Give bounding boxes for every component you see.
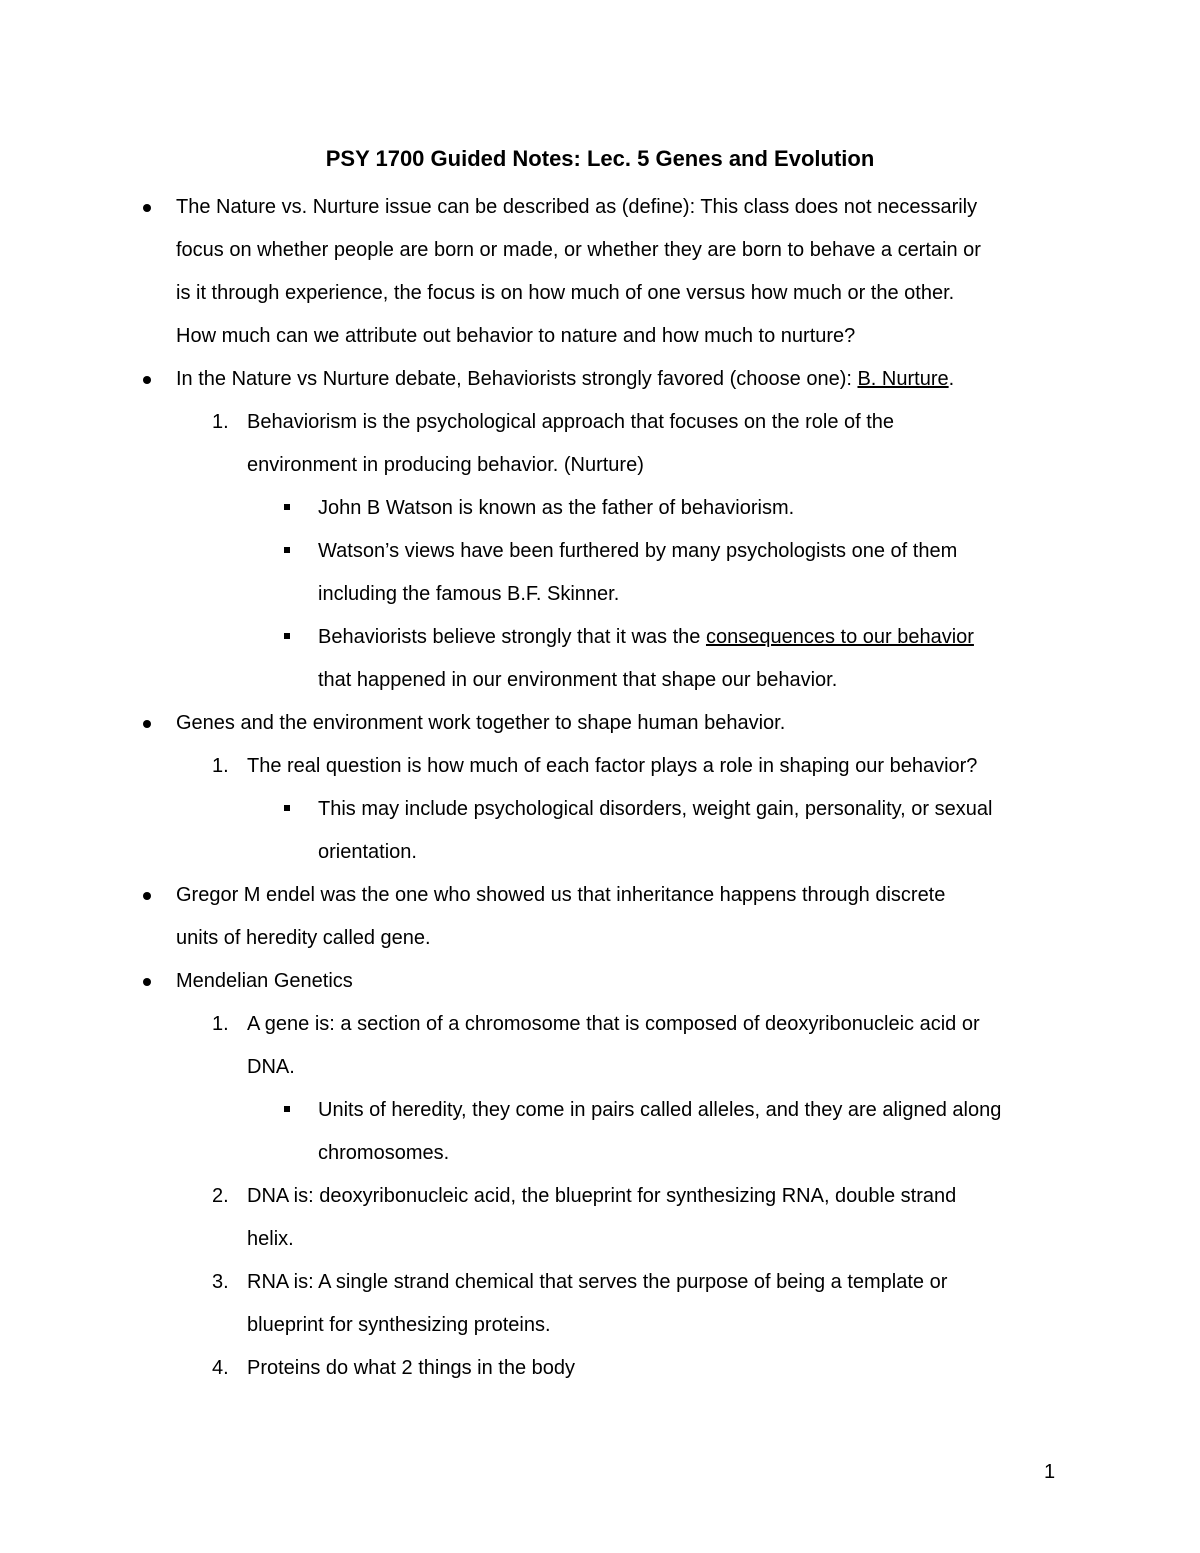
disorders-line-2: orientation. [318, 841, 417, 863]
mendelian-heading: Mendelian Genetics [176, 970, 353, 992]
square-bullet [284, 1106, 290, 1112]
gene-line-2: DNA. [247, 1056, 295, 1078]
watson-father-line: John B Watson is known as the father of behaviorism. [318, 497, 795, 519]
list-number: 1. [212, 755, 229, 777]
page-number: 1 [1044, 1461, 1056, 1483]
debate-line [176, 365, 954, 393]
watson-views-line-1: Watson’s views have been furthered by many psychologists one of them [318, 540, 958, 562]
nature-nurture-line-2: focus on whether people are born or made, or whether they are born to behave a certain or [176, 239, 981, 261]
bullet-dot [143, 376, 151, 384]
square-bullet [284, 504, 290, 510]
units-line-2: chromosomes. [318, 1142, 450, 1164]
list-number: 3. [212, 1271, 229, 1293]
list-number: 1. [212, 411, 229, 433]
square-bullet [284, 633, 290, 639]
bullet-dot [143, 978, 151, 986]
bullet-dot [143, 892, 151, 900]
nature-nurture-line-1: The Nature vs. Nurture issue can be described as (define): This class does not necessarily [176, 196, 978, 218]
mendel-line-2: units of heredity called gene. [176, 927, 431, 949]
nature-nurture-line-3: is it through experience, the focus is on how much of one versus how much or the other. [176, 282, 955, 304]
consequences-line-2: that happened in our environment that shape our behavior. [318, 669, 838, 691]
rna-line-2: blueprint for synthesizing proteins. [247, 1314, 551, 1336]
watson-views-line-2: including the famous B.F. Skinner. [318, 583, 620, 605]
behaviorism-line-1: Behaviorism is the psychological approach that focuses on the role of the [247, 411, 895, 433]
square-bullet [284, 805, 290, 811]
debate-text: In the Nature vs Nurture debate, Behaviorists strongly favored (choose one): [176, 368, 858, 390]
square-bullet [284, 547, 290, 553]
bullet-dot [143, 720, 151, 728]
units-line-1: Units of heredity, they come in pairs called alleles, and they are aligned along [318, 1099, 1002, 1121]
page-title: PSY 1700 Guided Notes: Lec. 5 Genes and Evolution [325, 146, 875, 171]
list-number: 1. [212, 1013, 229, 1035]
consequences-underlined: consequences to our behavior [705, 626, 974, 648]
gene-line-1: A gene is: a section of a chromosome that is composed of deoxyribonucleic acid or [247, 1013, 980, 1035]
mendel-line-1: Gregor M endel was the one who showed us that inheritance happens through discrete [176, 884, 946, 906]
nature-nurture-line-4: How much can we attribute out behavior to nature and how much to nurture? [176, 325, 856, 347]
disorders-line-1: This may include psychological disorders, weight gain, personality, or sexual [318, 798, 993, 820]
list-number: 4. [212, 1357, 229, 1379]
real-question-line: The real question is how much of each factor plays a role in shaping our behavior? [247, 755, 978, 777]
debate-answer: B. Nurture [857, 368, 949, 390]
dna-line-2: helix. [247, 1228, 294, 1250]
rna-line-1: RNA is: A single strand chemical that serves the purpose of being a template or [247, 1271, 948, 1293]
bullet-dot [143, 204, 151, 212]
proteins-line: Proteins do what 2 things in the body [247, 1357, 575, 1379]
genes-env-line: Genes and the environment work together to shape human behavior. [176, 712, 786, 734]
consequences-line-1 [318, 623, 974, 651]
list-number: 2. [212, 1185, 229, 1207]
dna-line-1: DNA is: deoxyribonucleic acid, the blueprint for synthesizing RNA, double strand [247, 1185, 957, 1207]
consequences-pre: Behaviorists believe strongly that it was the [318, 626, 706, 648]
debate-end: . [948, 368, 955, 390]
behaviorism-line-2: environment in producing behavior. (Nurture) [247, 454, 644, 476]
